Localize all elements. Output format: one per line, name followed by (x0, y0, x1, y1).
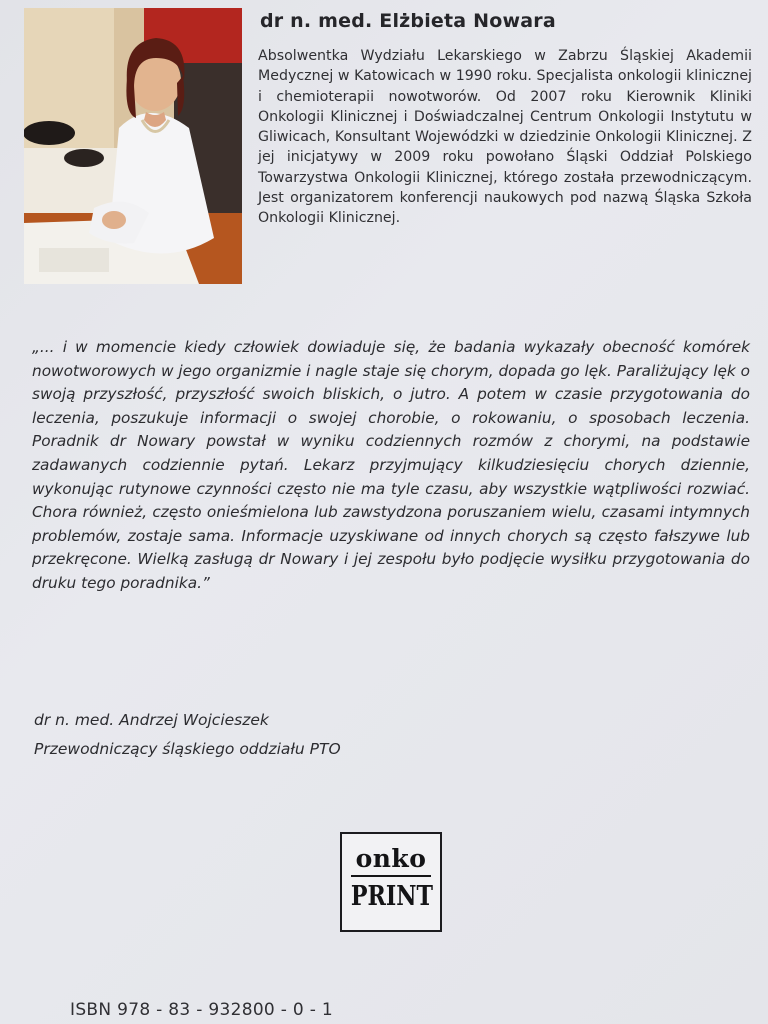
author-photo (24, 8, 242, 284)
publisher-logo (340, 832, 442, 932)
isbn-number: ISBN 978 - 83 - 932800 - 0 - 1 (70, 1000, 333, 1020)
logo-divider (351, 875, 431, 877)
signature-name: dr n. med. Andrzej Wojcieszek (34, 711, 269, 729)
author-name: dr n. med. Elżbieta Nowara (260, 10, 556, 32)
author-bio: Absolwentka Wydziału Lekarskiego w Zabrzu Śląskiej Akademii Medycznej w Katowicach w 1990 roku. Specjalista onkologii klinicznej i chemioterapii nowotworów. Od 2007 roku Kierownik Kliniki Onkologii Klinicznej i Doświadczalnej Centrum Onkologii Instytutu w Gliwicach, Konsultant Wojewódzki w dziedzinie Onkologii Klinicznej. Z jej inicjatywy w 2009 roku powołano Śląski Oddział Polskiego Towarzystwa Onkologii Klinicznej, którego została przewodniczącym. Jest organizatorem konferencji naukowych pod nazwą Śląska Szkoła Onkologii Klinicznej. (258, 48, 752, 227)
review-quote: „... i w momencie kiedy człowiek dowiaduje się, że badania wykazały obecność komórek nowotworowych w jego organizmie i nagle staje się chorym, dopada go lęk. Paraliżujący lęk o swoją przyszłość, przyszłość swoich bliskich, o jutro. A potem w czasie przygotowania do leczenia, poszukuje informacji o swojej chorobie, o rokowaniu, o sposobach leczenia. Poradnik dr Nowary powstał w wyniku codziennych rozmów z chorymi, na podstawie zadawanych codziennie pytań. Lekarz przyjmujący kilkudziesięciu chorych dziennie, wykonując rutynowe czynności często nie ma tyle czasu, aby wszystkie wątpliwości rozwiać. Chora również, często onieśmielona lub zawstydzona poruszaniem wielu, czasami intymnych problemów, zostaje sama. Informacje uzyskiwane od innych chorych są często fałszywe lub przekręcone. Wielką zasługą dr Nowary i jej zespołu było podjęcie wysiłku przygotowania do druku tego poradnika.” (32, 338, 750, 592)
logo-top-text: onko (355, 844, 427, 873)
signature-role: Przewodniczący śląskiego oddziału PTO (34, 740, 341, 758)
logo-bottom-text: PRINT (350, 881, 433, 912)
